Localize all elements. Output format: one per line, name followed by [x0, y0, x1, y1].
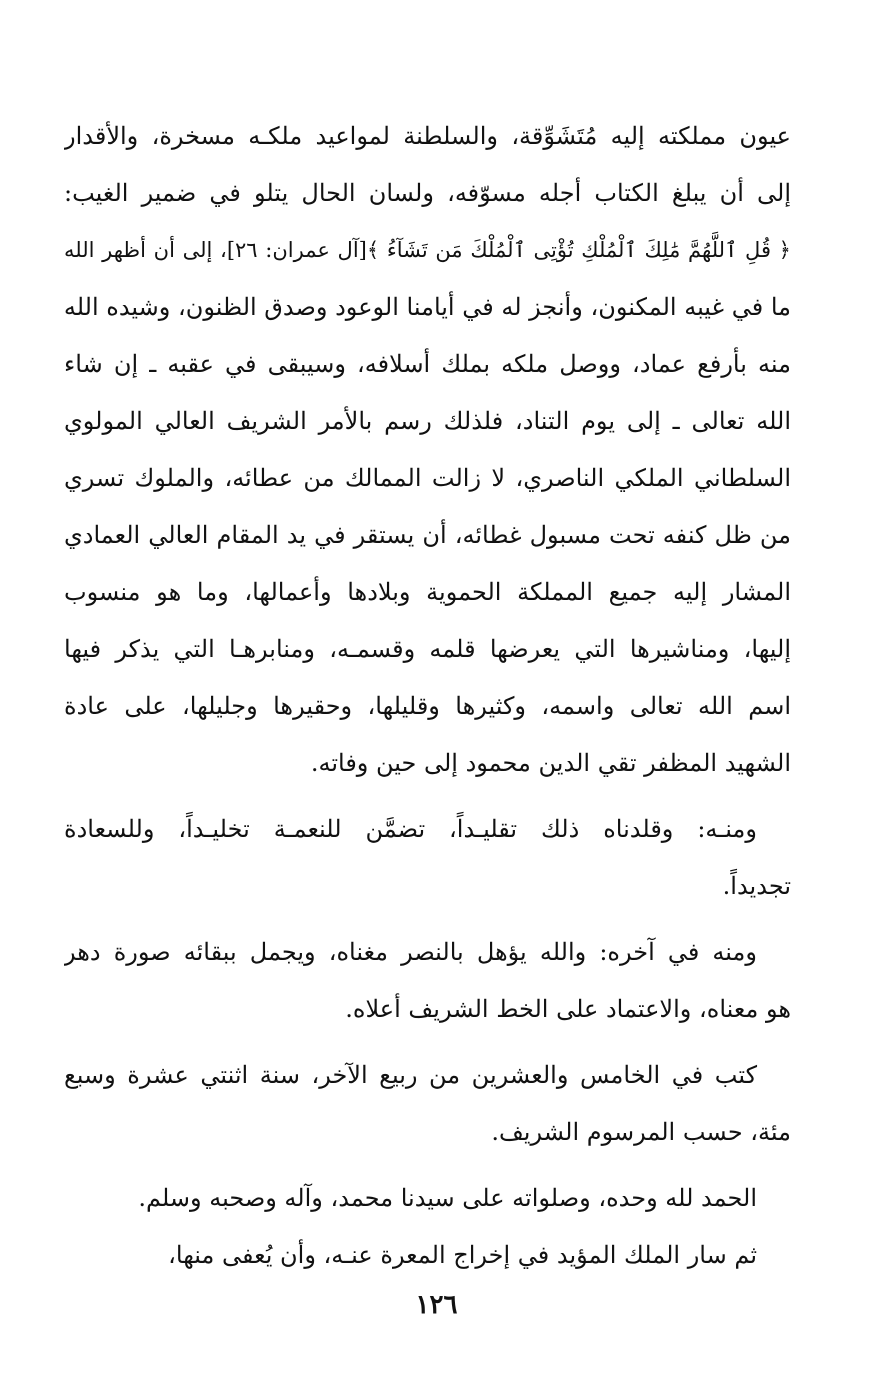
- paragraph-2-line-2: تجديداً.: [722, 872, 791, 900]
- page-number: ١٢٦: [415, 1290, 458, 1320]
- text-line-5: منه بأرفع عماد، ووصل ملكه بملك أسلافه، وسيبقى في عقبه ـ إن شاء: [64, 350, 791, 378]
- text-line-10: إليها، ومناشيرها التي يعرضها قلمه وقسمـه، ومنابرهـا التي يذكر فيها: [64, 635, 791, 663]
- text-line-12: الشهيد المظفر تقي الدين محمود إلى حين وفاته.: [310, 749, 791, 777]
- text-line-6: الله تعالى ـ إلى يوم التناد، فلذلك رسم بالأمر الشريف العالي المولوي: [64, 407, 791, 435]
- paragraph-2-line-1: ومنـه: وقلدناه ذلك تقليـداً، تضمَّن للنعمـة تخليـداً، وللسعادة: [64, 815, 757, 843]
- text-line-8: من ظل كنفه تحت مسبول غطائه، أن يستقر في يد المقام العالي العمادي: [64, 521, 791, 549]
- paragraph-6-line-1: ثم سار الملك المؤيد في إخراج المعرة عنـه، وأن يُعفى منها،: [168, 1241, 757, 1269]
- paragraph-4-line-2: مئة، حسب المرسوم الشريف.: [491, 1118, 791, 1146]
- text-line-4: ما في غيبه المكنون، وأنجز له في أيامنا الوعود وصدق الظنون، وشيده الله: [64, 293, 791, 321]
- text-line-1: عيون مملكته إليه مُتَشَوِّقة، والسلطنة لمواعيد ملكـه مسخرة، والأقدار: [64, 122, 791, 150]
- text-line-7: السلطاني الملكي الناصري، لا زالت الممالك من عطائه، والملوك تسري: [64, 464, 791, 492]
- paragraph-3-line-1: ومنه في آخره: والله يؤهل بالنصر مغناه، ويجمل ببقائه صورة دهر: [64, 938, 757, 966]
- text-line-2: إلى أن يبلغ الكتاب أجله مسوّفه، ولسان الحال يتلو في ضمير الغيب:: [64, 179, 791, 207]
- paragraph-3-line-2: هو معناه، والاعتماد على الخط الشريف أعلاه.: [345, 995, 791, 1023]
- paragraph-5-line-1: الحمد لله وحده، وصلواته على سيدنا محمد، وآله وصحبه وسلم.: [138, 1184, 757, 1212]
- text-line-3-quran-verse: ﴿ قُلِ ٱللَّهُمَّ مَٰلِكَ ٱلْمُلْكِ تُؤْتِى ٱلْمُلْكَ مَن تَشَآءُ ﴾[آل عمران: ٢٦]، إلى أن أظهر الله: [64, 238, 791, 262]
- paragraph-4-line-1: كتب في الخامس والعشرين من ربيع الآخر، سنة اثنتي عشرة وسبع: [64, 1061, 757, 1089]
- text-line-9: المشار إليه جميع المملكة الحموية وبلادها وأعمالها، وما هو منسوب: [64, 578, 791, 606]
- body-text: [64, 108, 791, 1284]
- text-line-11: اسم الله تعالى واسمه، وكثيرها وقليلها، وحقيرها وجليلها، على عادة: [64, 692, 791, 720]
